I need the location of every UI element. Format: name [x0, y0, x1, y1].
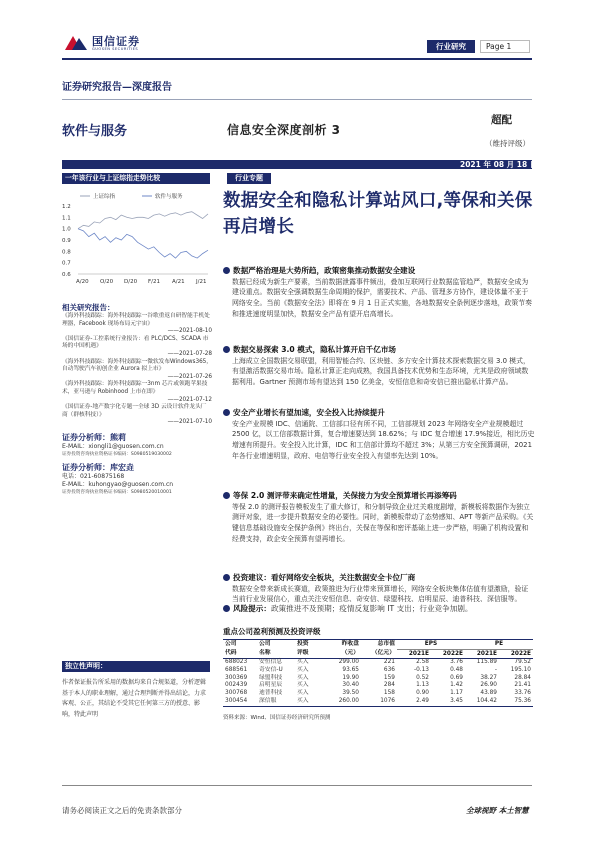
summary-section [223, 573, 535, 605]
analyst-name: 熊莉 [110, 433, 126, 442]
table-header: 2021E [397, 649, 431, 659]
subheader-divider [62, 99, 532, 100]
report-title: 信息安全深度剖析 3 [227, 123, 341, 137]
table-cell: 0.48 [450, 666, 463, 673]
table-cell: 299.00 [338, 659, 359, 665]
analyst-phone: 电话：021-60875168 [62, 473, 125, 480]
table-cell: 2.58 [416, 659, 429, 665]
table-cell: 688023 [225, 659, 248, 665]
footer-disclaimer: 请务必阅读正文之后的免责条款部分 [62, 806, 182, 815]
table-cell: 260.00 [325, 698, 361, 706]
table-header: 2022E [431, 649, 465, 659]
table-row [223, 698, 533, 706]
disclaimer-heading: 独立性声明： [62, 661, 210, 672]
related-reports-title: 相关研究报告： [62, 303, 115, 312]
table-header: 公司 [223, 640, 257, 650]
table-cell: 688561 [225, 666, 248, 673]
table-cell: 启明星辰 [259, 682, 283, 689]
analyst-label: 证券分析师： [62, 463, 110, 472]
table-cell: 104.42 [465, 698, 499, 706]
table-row [223, 659, 533, 667]
summary-section [223, 266, 535, 320]
rating: 超配 [491, 114, 512, 126]
forecast-table-title: 重点公司盈利预测及投资评级 [223, 627, 321, 636]
table-header: （亿元） [361, 649, 397, 659]
table-cell: 安恒信息 [259, 659, 283, 665]
bullet-icon [223, 574, 230, 581]
page-number: Page 1 [480, 40, 530, 53]
table-cell: 1.13 [416, 682, 429, 689]
analyst-email[interactable]: E-MAIL：xiongli1@guosen.com.cn [62, 443, 164, 450]
related-report-item[interactable]: 《海外科技跟踪：海外科技跟踪一微软发布Windows365，自动驾驶汽车初创企业 Aurora 拟上市》 ——2021-07-26 [62, 358, 212, 380]
doc-type-badge: 行业研究 [427, 40, 475, 53]
table-cell: - [494, 666, 497, 673]
table-header: 代码 [223, 649, 257, 659]
table-cell: 买入 [297, 666, 309, 673]
table-cell: 买入 [297, 674, 309, 681]
table-header: 2022E [499, 649, 533, 659]
summary-body: 数据安全带来新成长赛道，政策推进为行业带来预算增长，网络安全板块集体估值有望激励，验证当前行业发展信心，重点关注安恒信息、奇安信、绿盟科技、启明星辰、迪普科技、深信服等。 [232, 584, 529, 604]
analyst-label: 证券分析师： [62, 433, 110, 442]
report-date: 2021 年 08 月 18 日 [460, 160, 538, 169]
x-tick-label: O/20 [100, 279, 114, 285]
summary-heading: 数据交易探索 3.0 模式，隐私计算开启千亿市场 [223, 345, 535, 356]
table-cell: 买入 [297, 690, 309, 697]
table-header: 昨收盘 [325, 640, 361, 650]
table-cell: -0.13 [414, 666, 429, 673]
logo-text: 国信证券 [92, 35, 140, 48]
table-cell: 79.52 [514, 659, 531, 665]
forecast-table [223, 639, 533, 707]
summary-section [223, 408, 535, 462]
table-cell: 33.76 [514, 690, 531, 697]
footer-slogan: 全球视野 本土智慧 [466, 806, 529, 815]
series-line-2 [78, 229, 208, 258]
table-header: 名称 [257, 649, 295, 659]
summary-body: 数据已经成为新生产要素，当前数据泄露事件频出，叠加互联网行业数据监管趋严，数据安全成为建设重点。数据安全强调数据生命周期的保护，需要技术、产品、管理多方协作，建设体量不亚于网络安全。当前《数据安全法》即将在 9 月 1 日正式实施，各地数据安全条例逐步落地，政策节奏和推进速度明显加快，数据安全产品有望开启高增长。 [232, 277, 533, 319]
analyst-name: 库宏垚 [110, 463, 134, 472]
x-tick-label: J/21 [196, 279, 207, 285]
topic-tag: 行业专题 [227, 173, 271, 184]
bullet-icon [223, 492, 230, 499]
table-cell: 奇安信-U [259, 666, 283, 673]
table-header: EPS [397, 640, 465, 650]
table-cell: 221 [383, 659, 395, 665]
table-cell: 买入 [297, 682, 309, 689]
summary-heading: 数据严格治理是大势所趋，政策密集推动数据安全建设 [223, 266, 535, 277]
industry-name: 软件与服务 [62, 124, 128, 139]
summary-heading: 安全产业增长有望加速，安全投入比持续提升 [223, 408, 535, 419]
y-tick-label: 0.9 [62, 238, 71, 244]
table-cell: 300454 [223, 698, 257, 706]
table-cell: 636 [383, 666, 395, 673]
table-cell: 0.69 [450, 674, 463, 681]
table-header: （元） [325, 649, 361, 659]
table-cell: 39.50 [342, 690, 359, 697]
legend-label: 上证综指 [93, 194, 116, 200]
table-cell: 75.36 [499, 698, 533, 706]
related-report-item[interactable]: 《海外科技跟踪：海外科技跟踪一谷歌重返自研智能手机处理器，Facebook 现场布局元宇宙》 ——2021-08-10 [62, 313, 212, 335]
table-cell: 买入 [297, 659, 309, 665]
table-cell: 0.52 [416, 674, 429, 681]
bullet-icon [223, 605, 230, 612]
table-cell: 0.90 [416, 690, 429, 697]
analyst-1 [62, 432, 212, 458]
table-row [223, 667, 533, 675]
table-cell: 38.27 [480, 674, 497, 681]
analyst-cert: 证券投资咨询执业资格证书编码：S0980520010001 [62, 490, 172, 495]
y-tick-label: 1.0 [62, 226, 71, 233]
footer-divider [62, 785, 532, 786]
table-cell: 3.45 [431, 698, 465, 706]
table-header: 投资 [295, 640, 325, 650]
analyst-email[interactable]: E-MAIL：kuhongyao@guosen.com.cn [62, 481, 174, 488]
table-cell: 深信服 [257, 698, 295, 706]
headline: 数据安全和隐私计算站风口,等保和关保再启增长 [223, 191, 533, 237]
risk-section [223, 604, 535, 615]
table-cell: 195.10 [510, 666, 531, 673]
table-cell: 1076 [361, 698, 397, 706]
analyst-2 [62, 462, 212, 496]
table-header: PE [465, 640, 533, 650]
y-tick-label: 1.2 [62, 204, 71, 210]
summary-heading: 投资建议：看好网络安全板块，关注数据安全卡位厂商 [223, 573, 535, 584]
legend-label: 软件与服务 [155, 194, 183, 200]
series-line-1 [78, 212, 208, 229]
summary-section [223, 491, 535, 545]
table-header: 公司 [257, 640, 295, 650]
bullet-icon [223, 346, 230, 353]
table-cell: 绿盟科技 [259, 674, 283, 681]
table-cell: 43.89 [480, 690, 497, 697]
risk-line: 风险提示：政策推进不及预期；疫情反复影响 IT 支出；行业竞争加剧。 [223, 604, 535, 615]
related-report-item[interactable]: 《海外科技跟踪：海外科技跟踪一3nm 芯片或领跑苹果技术，亚马逊与 Robinhood 上市在即》 ——2021-07-12 [62, 381, 212, 403]
y-tick-label: 0.7 [62, 260, 71, 267]
x-tick-label: A/20 [76, 279, 89, 285]
table-cell: 159 [383, 674, 395, 681]
table-cell: 158 [383, 690, 395, 697]
related-reports [62, 302, 212, 427]
disclaimer-body: 作者保证报告所采用的数据均来自合规渠道，分析逻辑基于本人的职业理解，通过合理判断并得出结论，力求客观、公正，其结论不受其它任何第三方的授意、影响，特此声明 [62, 679, 207, 718]
summary-body: 安全产业规模 IDC、信通院、工信部口径有所不同，工信部规划 2023 年网络安全产业规模超过 2500 亿，以工信部数据计算，复合增速要达到 18.62%；与 IDC 复合增速 17.9%接近，相比历史增速有所提升。安全投入比计算，IDC 和工信部计算均不超过 3%；从第三方安全预算调研，2021 年各行业增速明显，政府、电信等行业安全投入有望率先达到 10%。 [232, 419, 535, 461]
table-header: 评级 [295, 649, 325, 659]
guosen-logo-icon [65, 34, 87, 50]
bullet-icon [223, 267, 230, 274]
table-header: 总市值 [361, 640, 397, 650]
table-cell: 30.40 [342, 682, 359, 689]
table-cell: 19.90 [342, 674, 359, 681]
table-header: 2021E [465, 649, 499, 659]
header-divider [62, 58, 532, 60]
table-cell: 115.89 [476, 659, 497, 665]
table-cell: 002439 [225, 682, 248, 689]
table-cell: 迪普科技 [259, 690, 283, 697]
performance-line-chart [62, 186, 212, 290]
table-cell: 3.76 [450, 659, 463, 665]
y-tick-label: 0.8 [62, 249, 71, 256]
perf-chart-heading: 一年该行业与上证综指走势比较 [62, 173, 210, 184]
summary-section [223, 345, 535, 388]
table-cell: 21.41 [514, 682, 531, 689]
logo-subtext: GUOSEN SECURITIES [92, 47, 139, 51]
table-cell: 1.42 [450, 682, 463, 689]
table-cell: 300768 [225, 690, 248, 697]
table-cell: 1.17 [450, 690, 463, 697]
summary-body: 上海成立全国数据交易联盟，利用智能合约、区块链、多方安全计算技术探索数据交易 3.0 模式，有望激活数据交易市场。隐私计算正走向成熟，我国具备技术优势和生态环境，尤其是政府领域数据利用。Gartner 预测市场有望达到 150 亿美金，安恒信息和奇安信已推出隐私计算产品。 [232, 356, 530, 387]
y-tick-label: 1.1 [62, 215, 71, 222]
x-tick-label: A/21 [172, 279, 185, 285]
table-cell: 2.49 [397, 698, 431, 706]
related-report-item[interactable]: 《国信证券-地产数字化专题一全球 3D 云设计软件龙头厂商（群核科技）》 ——2021-07-10 [62, 404, 212, 426]
report-type: 证券研究报告—深度报告 [62, 82, 172, 93]
table-source: 资料来源：Wind、国信证券经济研究所预测 [223, 715, 331, 721]
y-tick-label: 0.6 [62, 272, 71, 278]
table-cell: 284 [383, 682, 395, 689]
table-cell: 93.65 [342, 666, 359, 673]
table-row [223, 690, 533, 698]
table-cell: 28.84 [514, 674, 531, 681]
table-cell: 买入 [295, 698, 325, 706]
table-cell: 26.90 [480, 682, 497, 689]
summary-heading: 等保 2.0 测评带来确定性增量，关保接力为安全预算增长再添筹码 [223, 491, 535, 502]
related-report-item[interactable]: 《国信证券-工控系统行业报告：看 PLC/DCS、SCADA 市场的中国机遇》 ——2021-07-28 [62, 335, 212, 357]
bullet-icon [223, 409, 230, 416]
rating-note: （维持评级） [485, 139, 530, 148]
table-cell: 300369 [225, 674, 248, 681]
summary-body: 等保 2.0 的测评报告模板发生了重大修订，和分制导致企业过关难度剧增，新模板将数据作为独立测评对象，进一步提升数据安全的必要性。同时，新模板带动了态势感知、APT 等新产品采购。《关键信息基础设施安全保护条例》终出台，关保在等保和密评基础上进一步严格，明确了机构设置和经费支持，政企安全预算有望再增长。 [232, 502, 534, 544]
x-tick-label: D/20 [124, 279, 138, 285]
analyst-cert: 证券投资咨询执业资格证书编码：S0980519030002 [62, 452, 172, 457]
x-tick-label: F/21 [148, 279, 161, 285]
